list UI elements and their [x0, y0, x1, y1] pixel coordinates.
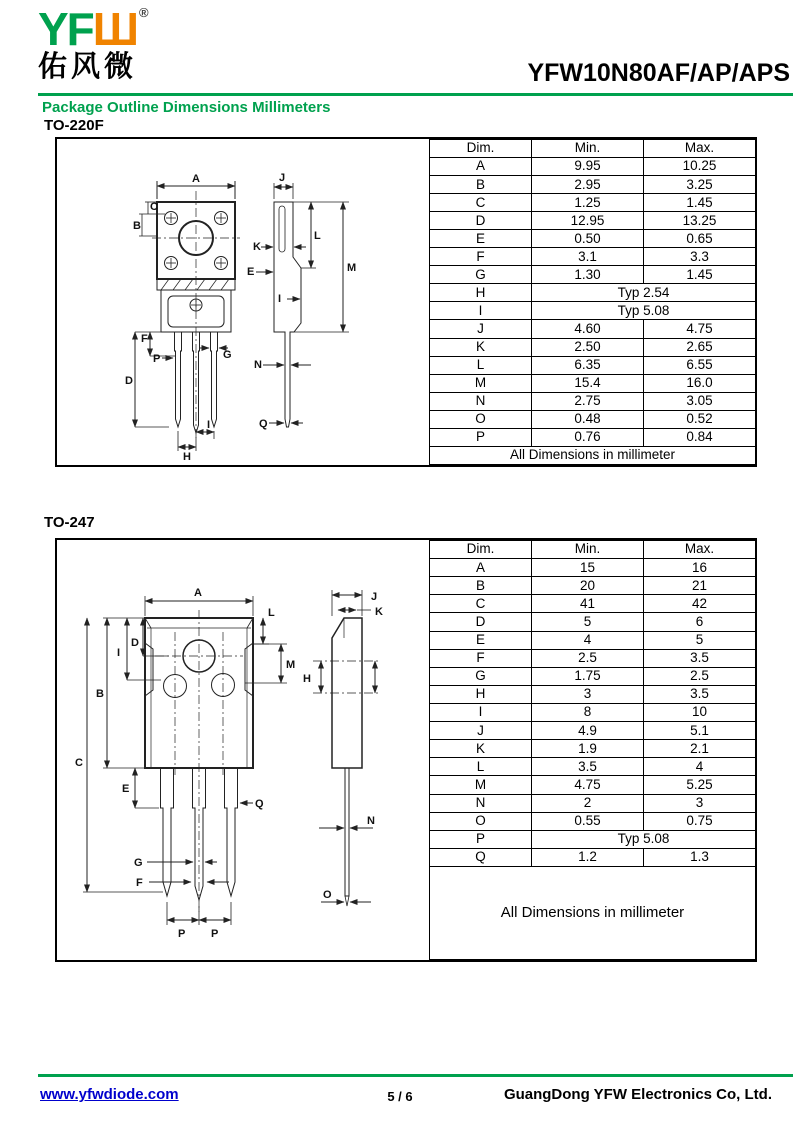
table-cell: N	[430, 392, 532, 410]
dim-label-p1: P	[178, 928, 186, 940]
header-divider	[38, 93, 793, 96]
table-cell: 6.35	[532, 356, 644, 374]
table-row	[430, 266, 756, 284]
column-header: Dim.	[430, 140, 532, 158]
table-cell: 4	[532, 631, 644, 649]
table-row	[430, 830, 756, 848]
to247-dimensions-table	[429, 540, 756, 960]
dim-label-j: J	[279, 172, 286, 184]
table-cell: 16.0	[644, 374, 756, 392]
table-row	[430, 685, 756, 703]
table-cell: 0.48	[532, 410, 644, 428]
table-row	[430, 667, 756, 685]
table-cell: 4.75	[644, 320, 756, 338]
table-row	[430, 559, 756, 577]
table-cell: 5	[532, 613, 644, 631]
dim-label-g: G	[223, 349, 232, 361]
dim-label-i-side: I	[278, 293, 282, 305]
table-row	[430, 812, 756, 830]
table-cell: P	[430, 428, 532, 446]
dim-label-a: A	[192, 173, 200, 185]
table-row	[430, 740, 756, 758]
table-row	[430, 230, 756, 248]
table-cell: 2.95	[532, 176, 644, 194]
dim-label-h: H	[303, 673, 311, 685]
table-cell: 3.25	[644, 176, 756, 194]
table-cell: 2.65	[644, 338, 756, 356]
table-cell: 1.25	[532, 194, 644, 212]
table-row	[430, 356, 756, 374]
column-header: Max.	[644, 140, 756, 158]
logo-chinese-name: 佑风微	[38, 51, 138, 83]
page-number: 5 / 6	[387, 1089, 413, 1104]
registered-trademark-icon: ®	[139, 5, 147, 20]
table-cell: 12.95	[532, 212, 644, 230]
table-cell: A	[430, 158, 532, 176]
table-cell: H	[430, 685, 532, 703]
table-cell: M	[430, 776, 532, 794]
dim-label-l: L	[268, 607, 275, 619]
table-cell: 15	[532, 559, 644, 577]
table-row	[430, 338, 756, 356]
table-row	[430, 320, 756, 338]
dim-label-c: C	[150, 201, 158, 213]
table-cell: O	[430, 812, 532, 830]
table-header-row	[430, 541, 756, 559]
table-cell: 0.50	[532, 230, 644, 248]
table-cell: 0.75	[644, 812, 756, 830]
table-cell: I	[430, 703, 532, 721]
to220f-dimension-labels	[125, 172, 356, 461]
table-cell: 3.5	[532, 758, 644, 776]
table-cell: E	[430, 230, 532, 248]
table-cell: 6	[644, 613, 756, 631]
logo-yf-text: YF	[38, 3, 93, 55]
table-row	[430, 248, 756, 266]
table-cell: B	[430, 176, 532, 194]
dim-label-k: K	[375, 606, 383, 618]
dim-label-g: G	[134, 857, 143, 869]
table-cell: Typ 5.08	[532, 830, 756, 848]
table-cell: 5.25	[644, 776, 756, 794]
table-row	[430, 649, 756, 667]
column-header: Min.	[532, 140, 644, 158]
table-cell: 0.52	[644, 410, 756, 428]
section-heading: Package Outline Dimensions Millimeters	[42, 99, 331, 116]
dim-label-c: C	[75, 757, 83, 769]
logo-w-glyph: Ш	[92, 3, 138, 55]
table-cell: 10.25	[644, 158, 756, 176]
dim-label-o: O	[323, 889, 332, 901]
table-cell: 8	[532, 703, 644, 721]
table-cell: L	[430, 356, 532, 374]
table-cell: 1.45	[644, 194, 756, 212]
table-cell: C	[430, 194, 532, 212]
table-cell: M	[430, 374, 532, 392]
table-row	[430, 722, 756, 740]
table-cell: N	[430, 794, 532, 812]
yfw-logo	[38, 3, 147, 83]
dim-label-n: N	[367, 815, 375, 827]
dim-label-j: J	[371, 591, 378, 603]
table-row	[430, 631, 756, 649]
table-row	[430, 446, 756, 464]
to220f-outline-drawing	[57, 139, 429, 461]
table-cell: 21	[644, 577, 756, 595]
table-row	[430, 374, 756, 392]
table-cell: 3.5	[644, 649, 756, 667]
table-cell: J	[430, 320, 532, 338]
table-cell: 5	[644, 631, 756, 649]
table-row	[430, 176, 756, 194]
table-cell: Q	[430, 848, 532, 866]
table-cell: 42	[644, 595, 756, 613]
table-cell: 3.5	[644, 685, 756, 703]
dim-label-e: E	[247, 266, 255, 278]
dim-label-f: F	[141, 333, 148, 345]
table-cell: All Dimensions in millimeter	[430, 867, 756, 960]
table-cell: I	[430, 302, 532, 320]
table-cell: 1.75	[532, 667, 644, 685]
table-cell: 5.1	[644, 722, 756, 740]
footer-divider	[38, 1074, 793, 1077]
table-cell: 0.76	[532, 428, 644, 446]
table-cell: F	[430, 248, 532, 266]
table-cell: A	[430, 559, 532, 577]
table-cell: H	[430, 284, 532, 302]
table-cell: 1.3	[644, 848, 756, 866]
table-cell: 9.95	[532, 158, 644, 176]
dim-label-h: H	[183, 451, 191, 461]
table-cell: All Dimensions in millimeter	[430, 446, 756, 464]
table-cell: 0.55	[532, 812, 644, 830]
table-cell: 13.25	[644, 212, 756, 230]
dim-label-n: N	[254, 359, 262, 371]
dim-label-f: F	[136, 877, 143, 889]
table-cell: 1.9	[532, 740, 644, 758]
dim-label-d: D	[131, 637, 139, 649]
table-cell: 3.05	[644, 392, 756, 410]
table-row	[430, 776, 756, 794]
to220f-label: TO-220F	[44, 117, 104, 134]
dim-label-k: K	[253, 241, 261, 253]
table-cell: Typ 5.08	[532, 302, 756, 320]
table-row	[430, 758, 756, 776]
table-header-row	[430, 140, 756, 158]
table-cell: 1.45	[644, 266, 756, 284]
dim-label-q: Q	[255, 798, 264, 810]
dim-label-q: Q	[259, 418, 268, 430]
table-cell: 4.75	[532, 776, 644, 794]
table-row	[430, 410, 756, 428]
table-cell: 0.65	[644, 230, 756, 248]
column-header: Max.	[644, 541, 756, 559]
to220f-dimensions-table	[429, 139, 756, 465]
column-header: Min.	[532, 541, 644, 559]
table-cell: O	[430, 410, 532, 428]
table-row	[430, 428, 756, 446]
table-cell: E	[430, 631, 532, 649]
dim-label-b: B	[96, 688, 104, 700]
dim-label-m: M	[347, 262, 357, 274]
table-row	[430, 212, 756, 230]
table-row	[430, 595, 756, 613]
dim-label-d: D	[125, 375, 133, 387]
table-cell: G	[430, 266, 532, 284]
table-row	[430, 392, 756, 410]
column-header: Dim.	[430, 541, 532, 559]
table-cell: 4.9	[532, 722, 644, 740]
table-cell: 2.75	[532, 392, 644, 410]
table-row	[430, 867, 756, 960]
table-cell: J	[430, 722, 532, 740]
table-cell: 6.55	[644, 356, 756, 374]
table-row	[430, 194, 756, 212]
table-cell: 15.4	[532, 374, 644, 392]
logo-wordmark	[38, 3, 147, 55]
dim-label-p2: P	[211, 928, 219, 940]
table-cell: L	[430, 758, 532, 776]
to247-dimension-labels	[75, 587, 383, 940]
table-cell: 2.5	[644, 667, 756, 685]
table-row	[430, 284, 756, 302]
table-cell: K	[430, 338, 532, 356]
table-cell: 20	[532, 577, 644, 595]
table-cell: 1.2	[532, 848, 644, 866]
table-cell: P	[430, 830, 532, 848]
to247-outline-drawing	[57, 540, 429, 956]
table-row	[430, 577, 756, 595]
dim-label-m: M	[286, 659, 296, 671]
website-link[interactable]: www.yfwdiode.com	[40, 1086, 179, 1103]
table-cell: 1.30	[532, 266, 644, 284]
table-cell: 10	[644, 703, 756, 721]
table-cell: 2.1	[644, 740, 756, 758]
table-cell: D	[430, 613, 532, 631]
table-row	[430, 848, 756, 866]
table-cell: 3.3	[644, 248, 756, 266]
part-number-title: YFW10N80AF/AP/APS	[527, 59, 790, 87]
table-cell: 3	[644, 794, 756, 812]
dim-label-l: L	[314, 230, 321, 242]
dim-label-b: B	[133, 220, 141, 232]
table-row	[430, 703, 756, 721]
dim-label-p: P	[153, 353, 161, 365]
to247-label: TO-247	[44, 514, 95, 531]
table-cell: C	[430, 595, 532, 613]
table-cell: K	[430, 740, 532, 758]
table-cell: 2	[532, 794, 644, 812]
dim-label-i: I	[117, 647, 121, 659]
table-row	[430, 158, 756, 176]
table-cell: 2.50	[532, 338, 644, 356]
table-cell: 3.1	[532, 248, 644, 266]
table-cell: 3	[532, 685, 644, 703]
table-cell: F	[430, 649, 532, 667]
dim-label-i-bottom: I	[207, 419, 211, 431]
table-row	[430, 302, 756, 320]
table-cell: Typ 2.54	[532, 284, 756, 302]
table-cell: 4.60	[532, 320, 644, 338]
to247-front-view	[83, 596, 287, 925]
table-cell: 0.84	[644, 428, 756, 446]
table-cell: D	[430, 212, 532, 230]
table-cell: 41	[532, 595, 644, 613]
dim-label-a: A	[194, 587, 202, 599]
company-name: GuangDong YFW Electronics Co, Ltd.	[503, 1086, 772, 1103]
to220f-side-view	[256, 183, 349, 427]
to220f-section	[55, 137, 757, 467]
to247-side-view	[313, 590, 381, 906]
to220f-front-view	[135, 181, 240, 451]
table-cell: G	[430, 667, 532, 685]
to247-section	[55, 538, 757, 962]
table-row	[430, 794, 756, 812]
table-cell: 2.5	[532, 649, 644, 667]
table-cell: 16	[644, 559, 756, 577]
table-row	[430, 613, 756, 631]
table-cell: B	[430, 577, 532, 595]
table-cell: 4	[644, 758, 756, 776]
dim-label-e: E	[122, 783, 130, 795]
